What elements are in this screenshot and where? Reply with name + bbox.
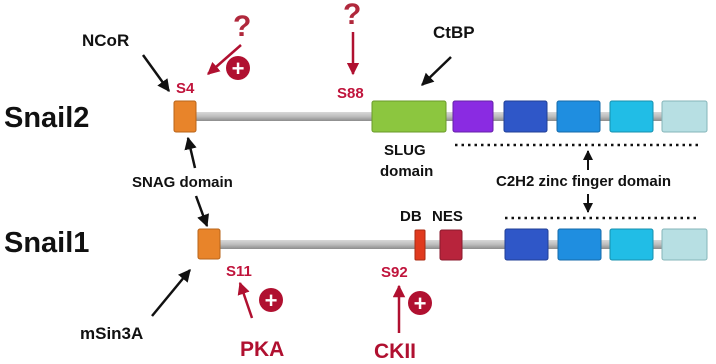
nes-label: NES <box>432 208 463 225</box>
msin3a-arrow <box>152 270 190 316</box>
site-s88-label: S88 <box>337 85 364 102</box>
ncor-arrow <box>143 55 169 91</box>
site-s11-label: S11 <box>226 263 252 280</box>
snail2-zinc-finger-1 <box>453 101 493 132</box>
s11-plus-sign: + <box>264 288 278 313</box>
snag-arrow-to-snail2 <box>188 138 195 168</box>
snail2-zinc-finger-4 <box>610 101 653 132</box>
snail2-zinc-finger-2 <box>504 101 547 132</box>
db-label: DB <box>400 208 422 225</box>
slug-domain-label-line1: SLUG <box>384 142 426 159</box>
ctbp-arrow <box>422 57 451 85</box>
site-s92-label: S92 <box>381 264 408 281</box>
snail2-zinc-finger-3 <box>557 101 600 132</box>
nes-domain-box <box>440 230 462 260</box>
unknown-kinase-s4-qmark: ? <box>233 10 252 43</box>
snag-arrow-to-snail1 <box>196 196 207 226</box>
snail1-snag-domain <box>198 229 220 259</box>
snail2-snag-domain <box>174 101 196 132</box>
snail1-zinc-finger-1 <box>505 229 548 260</box>
unknown-kinase-s88-qmark: ? <box>343 0 362 31</box>
pka-arrow <box>240 283 252 318</box>
snag-domain-label: SNAG domain <box>132 174 233 191</box>
snail1-name: Snail1 <box>4 227 90 259</box>
ncor-label: NCoR <box>82 31 130 50</box>
pka-label: PKA <box>240 338 285 361</box>
s4-plus-icon <box>226 56 250 81</box>
site-s4-label: S4 <box>176 80 195 97</box>
snail2-zinc-finger-5 <box>662 101 707 132</box>
slug-domain-box <box>372 101 446 132</box>
ctbp-label: CtBP <box>433 23 475 42</box>
s92-plus-sign: + <box>413 291 427 316</box>
s11-plus-icon <box>259 288 283 313</box>
snail1-zinc-finger-2 <box>558 229 601 260</box>
s92-plus-icon <box>408 291 432 316</box>
snail1-zinc-finger-3 <box>610 229 653 260</box>
zinc-finger-domain-label: C2H2 zinc finger domain <box>496 173 672 190</box>
msin3a-label: mSin3A <box>80 324 144 343</box>
s4-plus-sign: + <box>231 56 245 81</box>
ckii-label: CKII <box>374 340 416 363</box>
db-domain-box <box>415 230 425 260</box>
slug-domain-label-line2: domain <box>380 163 434 180</box>
snail2-name: Snail2 <box>4 102 90 134</box>
snail1-zinc-finger-4 <box>662 229 707 260</box>
